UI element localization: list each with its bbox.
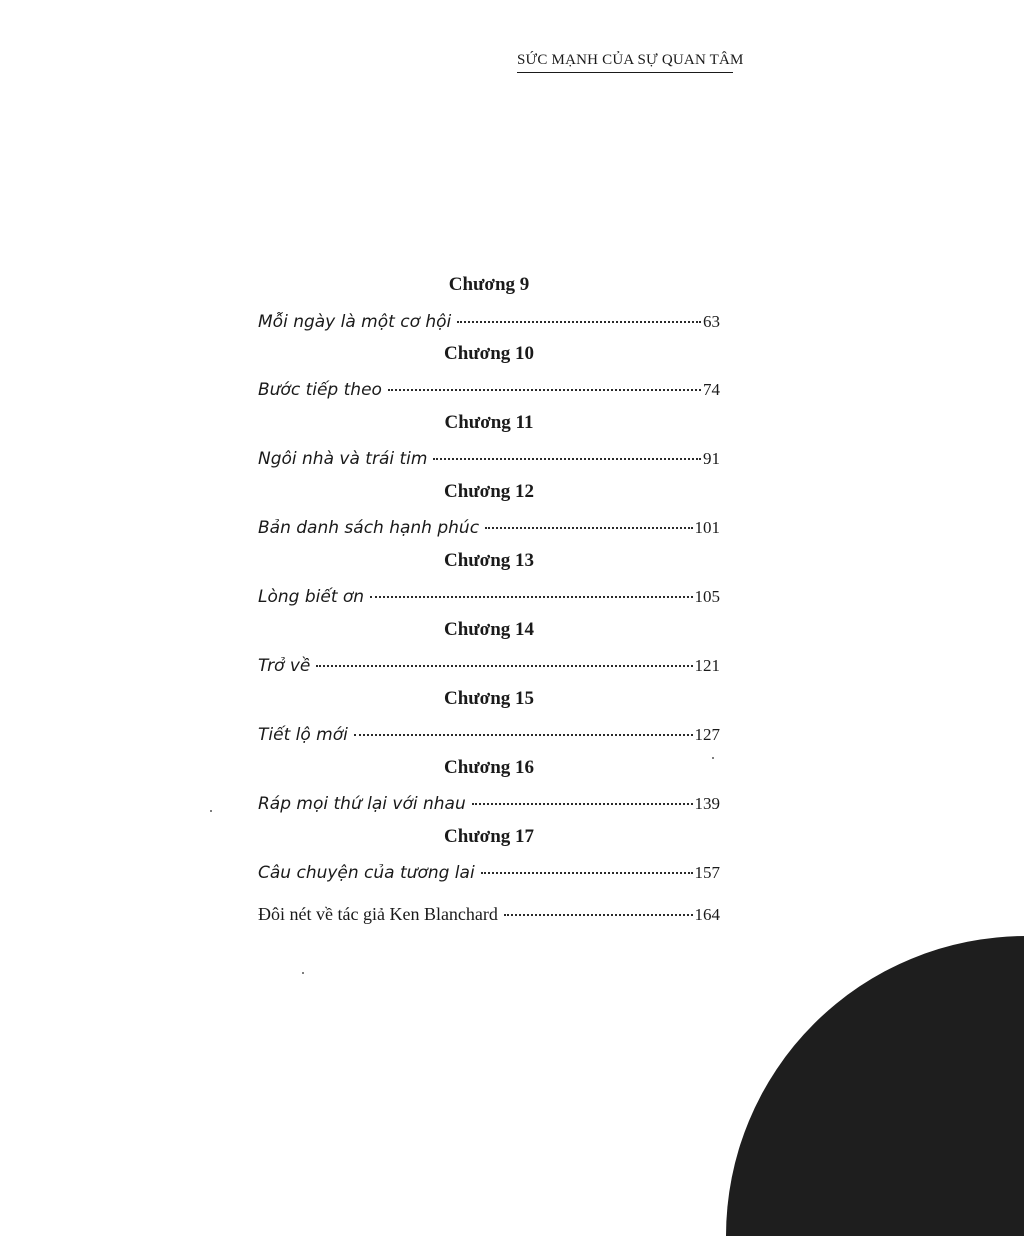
toc-entry-14[interactable] — [258, 652, 720, 680]
dot-leader — [316, 665, 692, 667]
toc-entry-page: 139 — [694, 794, 720, 813]
toc-entry-title: Câu chuyện của tương lai — [258, 863, 475, 883]
toc-entry-author[interactable] — [258, 900, 720, 928]
toc-entry-17[interactable] — [258, 859, 720, 887]
dot-leader — [370, 596, 692, 598]
toc-entry-title: Bản danh sách hạnh phúc — [258, 518, 480, 538]
toc-entry-page: 101 — [694, 518, 720, 537]
toc-entry-title: Mỗi ngày là một cơ hội — [258, 312, 452, 332]
chapter-heading-15: Chương 15 — [443, 688, 535, 709]
chapter-heading-13: Chương 13 — [443, 550, 535, 571]
page-number: 167 — [770, 968, 799, 989]
toc-entry-page: 127 — [694, 725, 720, 744]
dot-leader — [504, 914, 693, 916]
toc-entry-title: Bước tiếp theo — [258, 380, 382, 400]
dot-leader — [354, 734, 693, 736]
toc-entry-page: 164 — [694, 905, 720, 924]
dot-leader — [472, 803, 693, 805]
toc-entry-page: 63 — [703, 312, 720, 331]
toc-entry-title: Trở về — [258, 656, 311, 676]
header-rule — [517, 72, 733, 73]
chapter-heading-12: Chương 12 — [443, 481, 535, 502]
toc-entry-11[interactable] — [258, 445, 720, 473]
dot-leader — [433, 458, 701, 460]
toc-entry-title: Ráp mọi thứ lại với nhau — [258, 794, 466, 814]
toc-entry-9[interactable] — [258, 308, 720, 336]
chapter-heading-11: Chương 11 — [444, 412, 534, 433]
toc-entry-title: Ngôi nhà và trái tim — [258, 449, 428, 469]
toc-entry-title: Lòng biết ơn — [258, 587, 365, 607]
toc-entry-16[interactable] — [258, 790, 720, 818]
toc-entry-15[interactable] — [258, 721, 720, 749]
dot-leader — [388, 389, 701, 391]
toc-entry-title: Tiết lộ mới — [258, 725, 348, 745]
chapter-heading-17: Chương 17 — [443, 826, 535, 847]
print-speck — [210, 810, 212, 812]
chapter-heading-14: Chương 14 — [443, 619, 535, 640]
toc-entry-page: 91 — [703, 449, 720, 468]
chapter-heading-16: Chương 16 — [443, 757, 535, 778]
print-speck — [302, 972, 304, 974]
toc-entry-title: Đôi nét về tác giả Ken Blanchard — [258, 904, 498, 924]
toc-entry-page: 74 — [703, 380, 720, 399]
running-header: SỨC MẠNH CỦA SỰ QUAN TÂM — [517, 52, 744, 68]
toc-entry-page: 105 — [694, 587, 720, 606]
dot-leader — [481, 872, 693, 874]
dot-leader — [485, 527, 692, 529]
toc-entry-10[interactable] — [258, 376, 720, 404]
print-speck — [712, 757, 714, 759]
toc-entry-page: 121 — [694, 656, 720, 675]
toc-entry-13[interactable] — [258, 583, 720, 611]
chapter-heading-9: Chương 9 — [448, 274, 530, 295]
toc-entry-12[interactable] — [258, 514, 720, 542]
toc-entry-page: 157 — [694, 863, 720, 882]
dot-leader — [457, 321, 701, 323]
chapter-heading-10: Chương 10 — [443, 343, 535, 364]
